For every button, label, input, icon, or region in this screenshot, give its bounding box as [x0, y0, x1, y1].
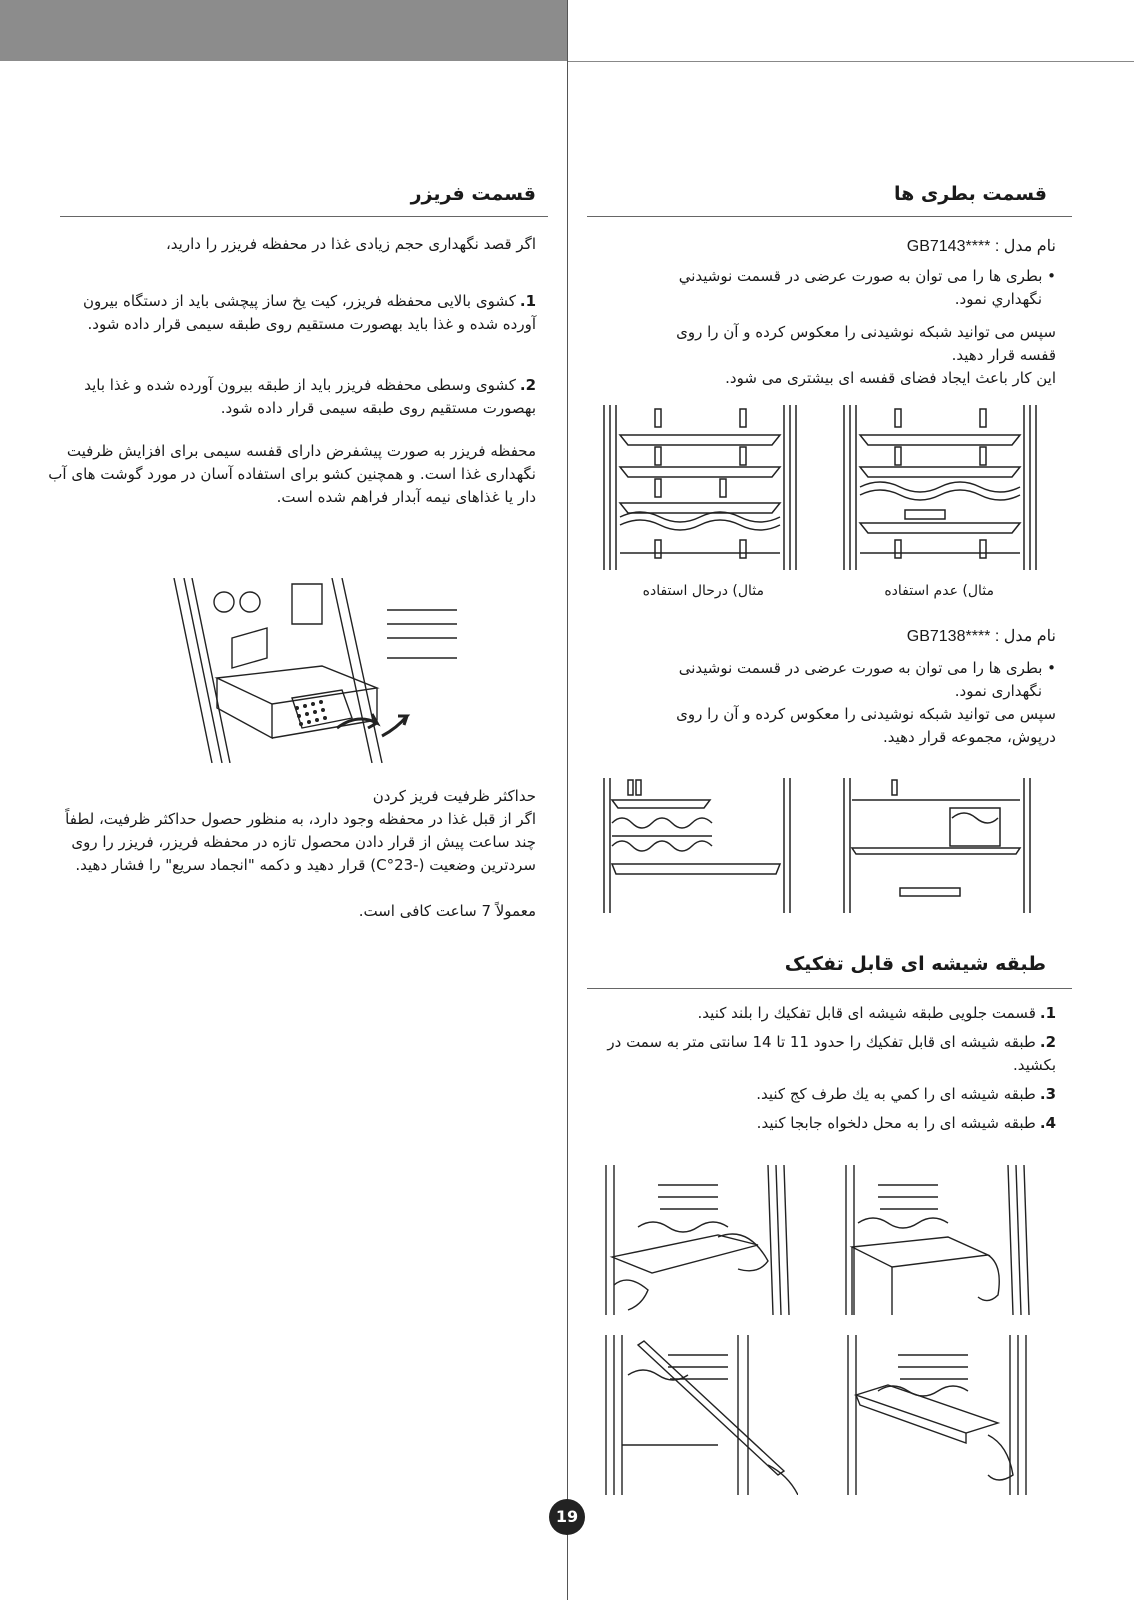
model1-bullet-line2: نگهداري نمود.: [954, 290, 1042, 308]
model1-bullet-line1: • بطری ها را می توان به صورت عرضی در قسمت نوشیدني: [678, 267, 1056, 285]
glass-shelf-step: 4.طبقه شیشه ای را به محل دلخواه جابجا کنید.: [756, 1114, 1056, 1132]
bottle-section-rule: [587, 216, 1072, 217]
glass-shelf-step: 1.قسمت جلویی طبقه شیشه ای قابل تفکیك را بلند کنید.: [697, 1004, 1056, 1022]
glass-shelf-figure-step4: [598, 1335, 798, 1495]
max-freeze-text: اگر از قبل غذا در محفظه وجود دارد، به منظور حصول حداکثر ظرفیت، لطفاً چند ساعت پیش از قرار دادن محصول تازه در محفظه فریزر، فریزر را روی سردترین وضعیت (-23°C) قرار دهید و دکمه "انجماد سریع" را فشار دهید.: [65, 810, 536, 874]
freezer-section-title: قسمت فریزر: [410, 183, 536, 205]
max-freeze-title: حداکثر ظرفیت فریز کردن: [372, 787, 536, 805]
column-divider: [567, 0, 568, 1600]
bottle-rack-single-figure: [840, 778, 1040, 913]
caption-in-use: مثال) درحال استفاده: [642, 583, 764, 599]
model1-line5: این کار باعث ایجاد فضای قفسه ای بیشتری می شود.: [725, 369, 1056, 387]
glass-shelf-title: طبقه شیشه ای قابل تفکیک: [784, 953, 1046, 975]
glass-shelf-steps: [586, 1002, 1056, 1141]
glass-shelf-step: 3.طبقه شیشه ای را کمي به يك طرف کج کنید.: [756, 1085, 1056, 1103]
model2-bullet-line1: • بطری ها را می توان به صورت عرضی در قسمت نوشیدنی: [678, 659, 1056, 677]
bottle-rack-in-use-figure: [600, 405, 800, 570]
glass-shelf-step: 2.طبقه شیشه ای قابل تفکیك را حدود 11 تا 14 سانتی متر به سمت در بکشید.: [607, 1033, 1056, 1074]
bottle-section-title: قسمت بطری ها: [893, 183, 1047, 205]
bottle-rack-not-in-use-figure: [840, 405, 1040, 570]
model2-line4: درپوش، مجموعه قرار دهید.: [882, 728, 1056, 746]
page-number: 19: [549, 1499, 585, 1535]
model2-line3: سپس می توانید شبکه نوشیدنی را معکوس کرده و آن را روی: [676, 705, 1056, 723]
page-section-title: کارکرد: [574, 16, 646, 41]
model1-line4: قفسه قرار دهید.: [951, 346, 1056, 364]
caption-not-in-use: مثال) عدم استفاده: [884, 583, 994, 599]
bottle-rack-on-cover-figure: [600, 778, 800, 913]
freezer-paragraph: محفظه فریزر به صورت پیشفرض دارای قفسه سیمی برای افزایش ظرفیت نگهداری غذا است. و همچنین کشو برای استفاده آسان در مورد گوشت های آب دار یا غذاهای نیمه آبدار فراهم شده است.: [48, 442, 536, 506]
freezer-drawer-figure: [172, 578, 462, 763]
freezer-section-rule: [60, 216, 548, 217]
glass-shelf-figure-step3: [838, 1335, 1038, 1495]
header-divider: [567, 61, 1134, 62]
glass-shelf-figure-step1: [838, 1165, 1038, 1315]
model1-line3: سپس می توانید شبکه نوشیدنی را معکوس کرده و آن را روی: [676, 323, 1056, 341]
header-bar: [0, 0, 567, 61]
freezer-item-2: 2.کشوی وسطی محفظه فریزر باید از طبقه بیرون آورده شده و غذا باید بهصورت مستقیم روی طبقه سیمی قرار داده شود.: [84, 376, 536, 417]
max-freeze-note: معمولاً 7 ساعت کافی است.: [358, 902, 536, 920]
glass-shelf-rule: [587, 988, 1072, 989]
model2-bullet-line2: نگهداری نمود.: [954, 682, 1042, 700]
freezer-item-1: 1.کشوی بالایی محفظه فریزر، کیت یخ ساز پیچشی باید از دستگاه بیرون آورده شده و غذا باید بهصورت مستقیم روی طبقه سیمی قرار داده شود.: [82, 292, 536, 333]
model2-label: نام مدل : ****GB7138: [906, 628, 1056, 645]
freezer-intro: اگر قصد نگهداری حجم زیادی غذا در محفظه فریزر را دارید،: [165, 235, 536, 253]
model1-label: نام مدل : ****GB7143: [906, 238, 1056, 255]
glass-shelf-figure-step2: [598, 1165, 798, 1315]
